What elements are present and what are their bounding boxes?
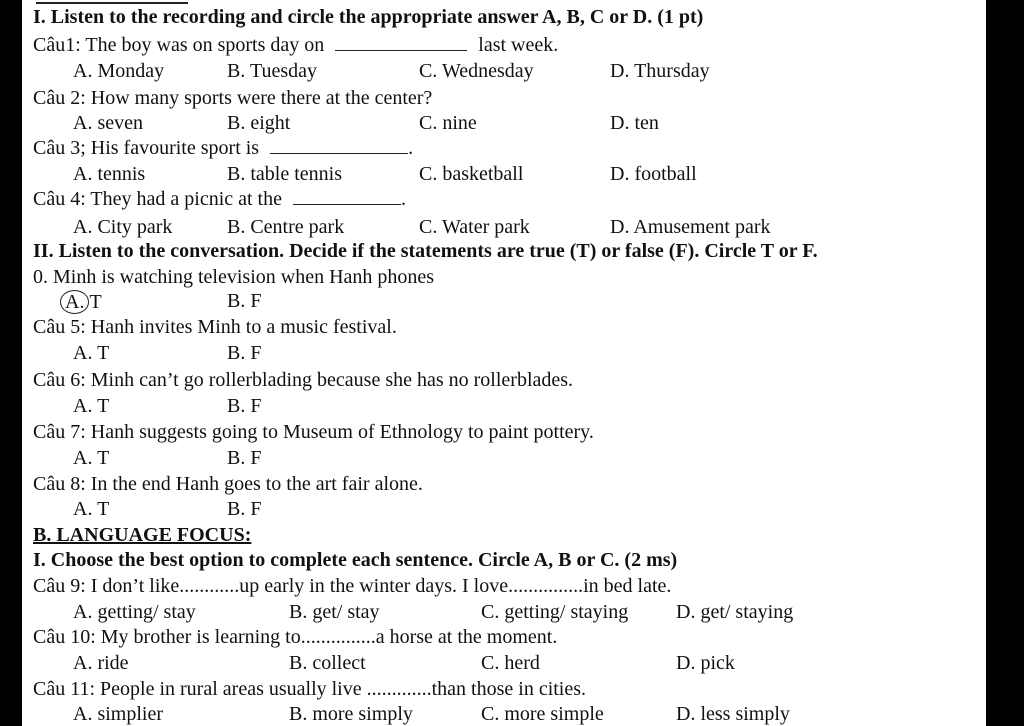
q3-option-a[interactable]: A. tennis: [73, 163, 146, 185]
q8-option-b[interactable]: B. F: [227, 498, 262, 520]
language-focus-heading: B. LANGUAGE FOCUS:: [33, 524, 252, 546]
q0-option-a-value: T: [89, 291, 102, 313]
q11-option-b[interactable]: B. more simply: [289, 703, 413, 725]
question-9: Câu 9: I don’t like............up early in the winter days. I love...............in bed late.: [33, 575, 672, 597]
question-6: Câu 6: Minh can’t go rollerblading because she has no rollerblades.: [33, 369, 574, 391]
question-1-text: Câu1: The boy was on sports day on: [33, 34, 325, 56]
q10-option-a[interactable]: A. ride: [73, 652, 129, 674]
q2-option-a[interactable]: A. seven: [73, 112, 143, 134]
right-black-border: [986, 0, 1024, 726]
q3-option-c[interactable]: C. basketball: [419, 163, 524, 185]
q2-option-b[interactable]: B. eight: [227, 112, 291, 134]
question-1-after: last week.: [478, 34, 559, 56]
q2-option-c[interactable]: C. nine: [419, 112, 477, 134]
question-3-after: .: [408, 137, 414, 159]
answer-blank[interactable]: [335, 36, 467, 51]
question-8: Câu 8: In the end Hanh goes to the art fair alone.: [33, 473, 423, 495]
q9-option-c[interactable]: C. getting/ staying: [481, 601, 629, 623]
answer-circle: [60, 290, 89, 314]
q10-option-b[interactable]: B. collect: [289, 652, 366, 674]
question-3: [33, 137, 413, 159]
q0-option-a-letter: A.: [65, 291, 85, 313]
q1-option-c[interactable]: C. Wednesday: [419, 60, 534, 82]
q7-option-a[interactable]: A. T: [73, 447, 110, 469]
question-4-text: Câu 4: They had a picnic at the: [33, 188, 282, 210]
q0-option-a[interactable]: [66, 290, 102, 314]
q3-option-d[interactable]: D. football: [610, 163, 697, 185]
question-7: Câu 7: Hanh suggests going to Museum of Ethnology to paint pottery.: [33, 421, 594, 443]
q0-option-b[interactable]: B. F: [227, 290, 262, 312]
section-b-sub-heading: I. Choose the best option to complete each sentence. Circle A, B or C. (2 ms): [33, 549, 678, 571]
question-5: Câu 5: Hanh invites Minh to a music festival.: [33, 316, 397, 338]
q6-option-a[interactable]: A. T: [73, 395, 110, 417]
question-10: Câu 10: My brother is learning to...............a horse at the moment.: [33, 626, 558, 648]
question-4-after: .: [401, 188, 406, 210]
q4-option-d[interactable]: D. Amusement park: [610, 216, 771, 238]
question-1: [33, 34, 558, 56]
q1-option-a[interactable]: A. Monday: [73, 60, 165, 82]
left-black-border: [0, 0, 22, 726]
question-3-text: Câu 3; His favourite sport is: [33, 137, 260, 159]
answer-blank[interactable]: [293, 190, 401, 205]
q11-option-d[interactable]: D. less simply: [676, 703, 790, 725]
q10-option-c[interactable]: C. herd: [481, 652, 540, 674]
q6-option-b[interactable]: B. F: [227, 395, 262, 417]
section-ii-heading: II. Listen to the conversation. Decide if the statements are true (T) or false (F). Circle T or F.: [33, 240, 818, 262]
q9-option-b[interactable]: B. get/ stay: [289, 601, 380, 623]
question-11: Câu 11: People in rural areas usually live .............than those in cities.: [33, 678, 587, 700]
q3-option-b[interactable]: B. table tennis: [227, 163, 342, 185]
answer-blank[interactable]: [270, 139, 408, 154]
q1-option-b[interactable]: B. Tuesday: [227, 60, 318, 82]
q11-option-c[interactable]: C. more simple: [481, 703, 604, 725]
q7-option-b[interactable]: B. F: [227, 447, 262, 469]
q1-option-d[interactable]: D. Thursday: [610, 60, 710, 82]
q4-option-a[interactable]: A. City park: [73, 216, 173, 238]
q4-option-c[interactable]: C. Water park: [419, 216, 530, 238]
section-i-heading: I. Listen to the recording and circle the appropriate answer A, B, C or D. (1 pt): [33, 6, 704, 28]
q5-option-a[interactable]: A. T: [73, 342, 110, 364]
q9-option-a[interactable]: A. getting/ stay: [73, 601, 196, 623]
question-2: Câu 2: How many sports were there at the center?: [33, 87, 433, 109]
q10-option-d[interactable]: D. pick: [676, 652, 735, 674]
q11-option-a[interactable]: A. simplier: [73, 703, 163, 725]
q9-option-d[interactable]: D. get/ staying: [676, 601, 794, 623]
q4-option-b[interactable]: B. Centre park: [227, 216, 345, 238]
q2-option-d[interactable]: D. ten: [610, 112, 659, 134]
question-0: 0. Minh is watching television when Hanh phones: [33, 266, 435, 288]
top-rule: [36, 2, 188, 4]
q8-option-a[interactable]: A. T: [73, 498, 110, 520]
q5-option-b[interactable]: B. F: [227, 342, 262, 364]
question-4: [33, 188, 406, 210]
